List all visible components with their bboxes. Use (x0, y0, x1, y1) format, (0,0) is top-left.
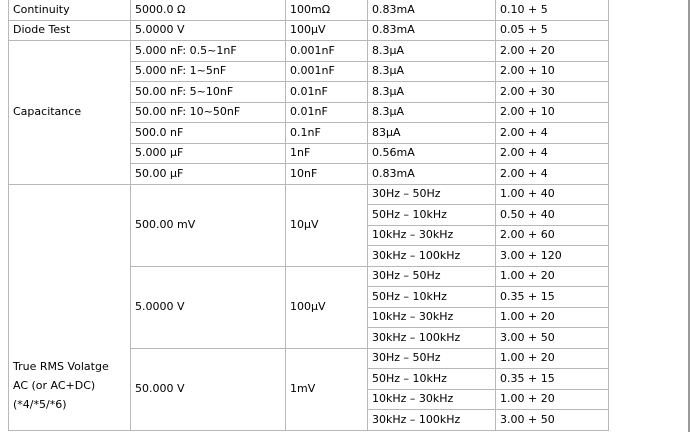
accuracy-cell: 2.00 + 4 (496, 123, 609, 144)
accuracy-cell: 1.00 + 20 (496, 348, 609, 369)
range-cell: 5.000 nF: 0.5~1nF (131, 41, 286, 62)
resolution-cell: 0.01nF (286, 102, 368, 123)
current-cell: 83μA (368, 123, 496, 144)
range-cell: 5.000 nF: 1~5nF (131, 61, 286, 82)
accuracy-cell: 1.00 + 20 (496, 307, 609, 328)
frequency-cell: 30Hz – 50Hz (368, 184, 496, 205)
accuracy-cell: 2.00 + 4 (496, 143, 609, 164)
current-cell: 8.3μA (368, 61, 496, 82)
table-row-diode (9, 20, 609, 41)
function-label-line3: (*4/*5/*6) (13, 397, 67, 411)
accuracy-cell: 1.00 + 20 (496, 389, 609, 410)
function-cell-true-rms (9, 184, 131, 430)
accuracy-cell: 2.00 + 20 (496, 41, 609, 62)
resolution-cell: 100mΩ (286, 0, 368, 20)
resolution-cell: 1nF (286, 143, 368, 164)
frequency-cell: 30kHz – 100kHz (368, 410, 496, 431)
accuracy-cell: 0.35 + 15 (496, 287, 609, 308)
accuracy-cell: 1.00 + 20 (496, 266, 609, 287)
table-row-true-rms (9, 184, 609, 205)
range-cell: 5.0000 V (131, 20, 286, 41)
accuracy-cell: 3.00 + 50 (496, 410, 609, 431)
frequency-cell: 50Hz – 10kHz (368, 205, 496, 226)
current-cell: 0.83mA (368, 20, 496, 41)
frequency-cell: 30kHz – 100kHz (368, 328, 496, 349)
range-cell: 500.00 mV (131, 184, 286, 266)
accuracy-cell: 1.00 + 40 (496, 184, 609, 205)
function-cell-capacitance: Capacitance (9, 41, 131, 185)
function-label-line2: AC (or AC+DC) (13, 378, 96, 392)
spec-table (8, 0, 609, 431)
resolution-cell: 0.001nF (286, 41, 368, 62)
function-label-line1: True RMS Volatge (13, 359, 109, 373)
resolution-cell: 10μV (286, 184, 368, 266)
accuracy-cell: 0.35 + 15 (496, 369, 609, 390)
table-row-capacitance (9, 41, 609, 62)
frequency-cell: 50Hz – 10kHz (368, 369, 496, 390)
accuracy-cell: 2.00 + 10 (496, 102, 609, 123)
resolution-cell: 100μV (286, 266, 368, 348)
range-cell: 500.0 nF (131, 123, 286, 144)
accuracy-cell: 2.00 + 10 (496, 61, 609, 82)
frequency-cell: 50Hz – 10kHz (368, 287, 496, 308)
accuracy-cell: 3.00 + 50 (496, 328, 609, 349)
frequency-cell: 10kHz – 30kHz (368, 307, 496, 328)
frequency-cell: 10kHz – 30kHz (368, 389, 496, 410)
range-cell: 50.000 V (131, 348, 286, 430)
table-row-continuity (9, 0, 609, 20)
function-cell: Continuity (9, 0, 131, 20)
current-cell: 8.3μA (368, 82, 496, 103)
current-cell: 0.56mA (368, 143, 496, 164)
range-cell: 50.00 μF (131, 164, 286, 185)
frequency-cell: 30kHz – 100kHz (368, 246, 496, 267)
accuracy-cell: 0.10 + 5 (496, 0, 609, 20)
frequency-cell: 30Hz – 50Hz (368, 348, 496, 369)
range-cell: 5.000 μF (131, 143, 286, 164)
resolution-cell: 10nF (286, 164, 368, 185)
frequency-cell: 10kHz – 30kHz (368, 225, 496, 246)
range-cell: 50.00 nF: 5~10nF (131, 82, 286, 103)
range-cell: 50.00 nF: 10~50nF (131, 102, 286, 123)
accuracy-cell: 2.00 + 60 (496, 225, 609, 246)
accuracy-cell: 2.00 + 4 (496, 164, 609, 185)
frequency-cell: 30Hz – 50Hz (368, 266, 496, 287)
resolution-cell: 0.01nF (286, 82, 368, 103)
accuracy-cell: 0.50 + 40 (496, 205, 609, 226)
resolution-cell: 0.1nF (286, 123, 368, 144)
current-cell: 8.3μA (368, 102, 496, 123)
range-cell: 5.0000 V (131, 266, 286, 348)
current-cell: 0.83mA (368, 164, 496, 185)
current-cell: 8.3μA (368, 41, 496, 62)
range-cell: 5000.0 Ω (131, 0, 286, 20)
resolution-cell: 0.001nF (286, 61, 368, 82)
function-cell: Diode Test (9, 20, 131, 41)
resolution-cell: 1mV (286, 348, 368, 430)
accuracy-cell: 0.05 + 5 (496, 20, 609, 41)
accuracy-cell: 3.00 + 120 (496, 246, 609, 267)
accuracy-cell: 2.00 + 30 (496, 82, 609, 103)
resolution-cell: 100μV (286, 20, 368, 41)
current-cell: 0.83mA (368, 0, 496, 20)
